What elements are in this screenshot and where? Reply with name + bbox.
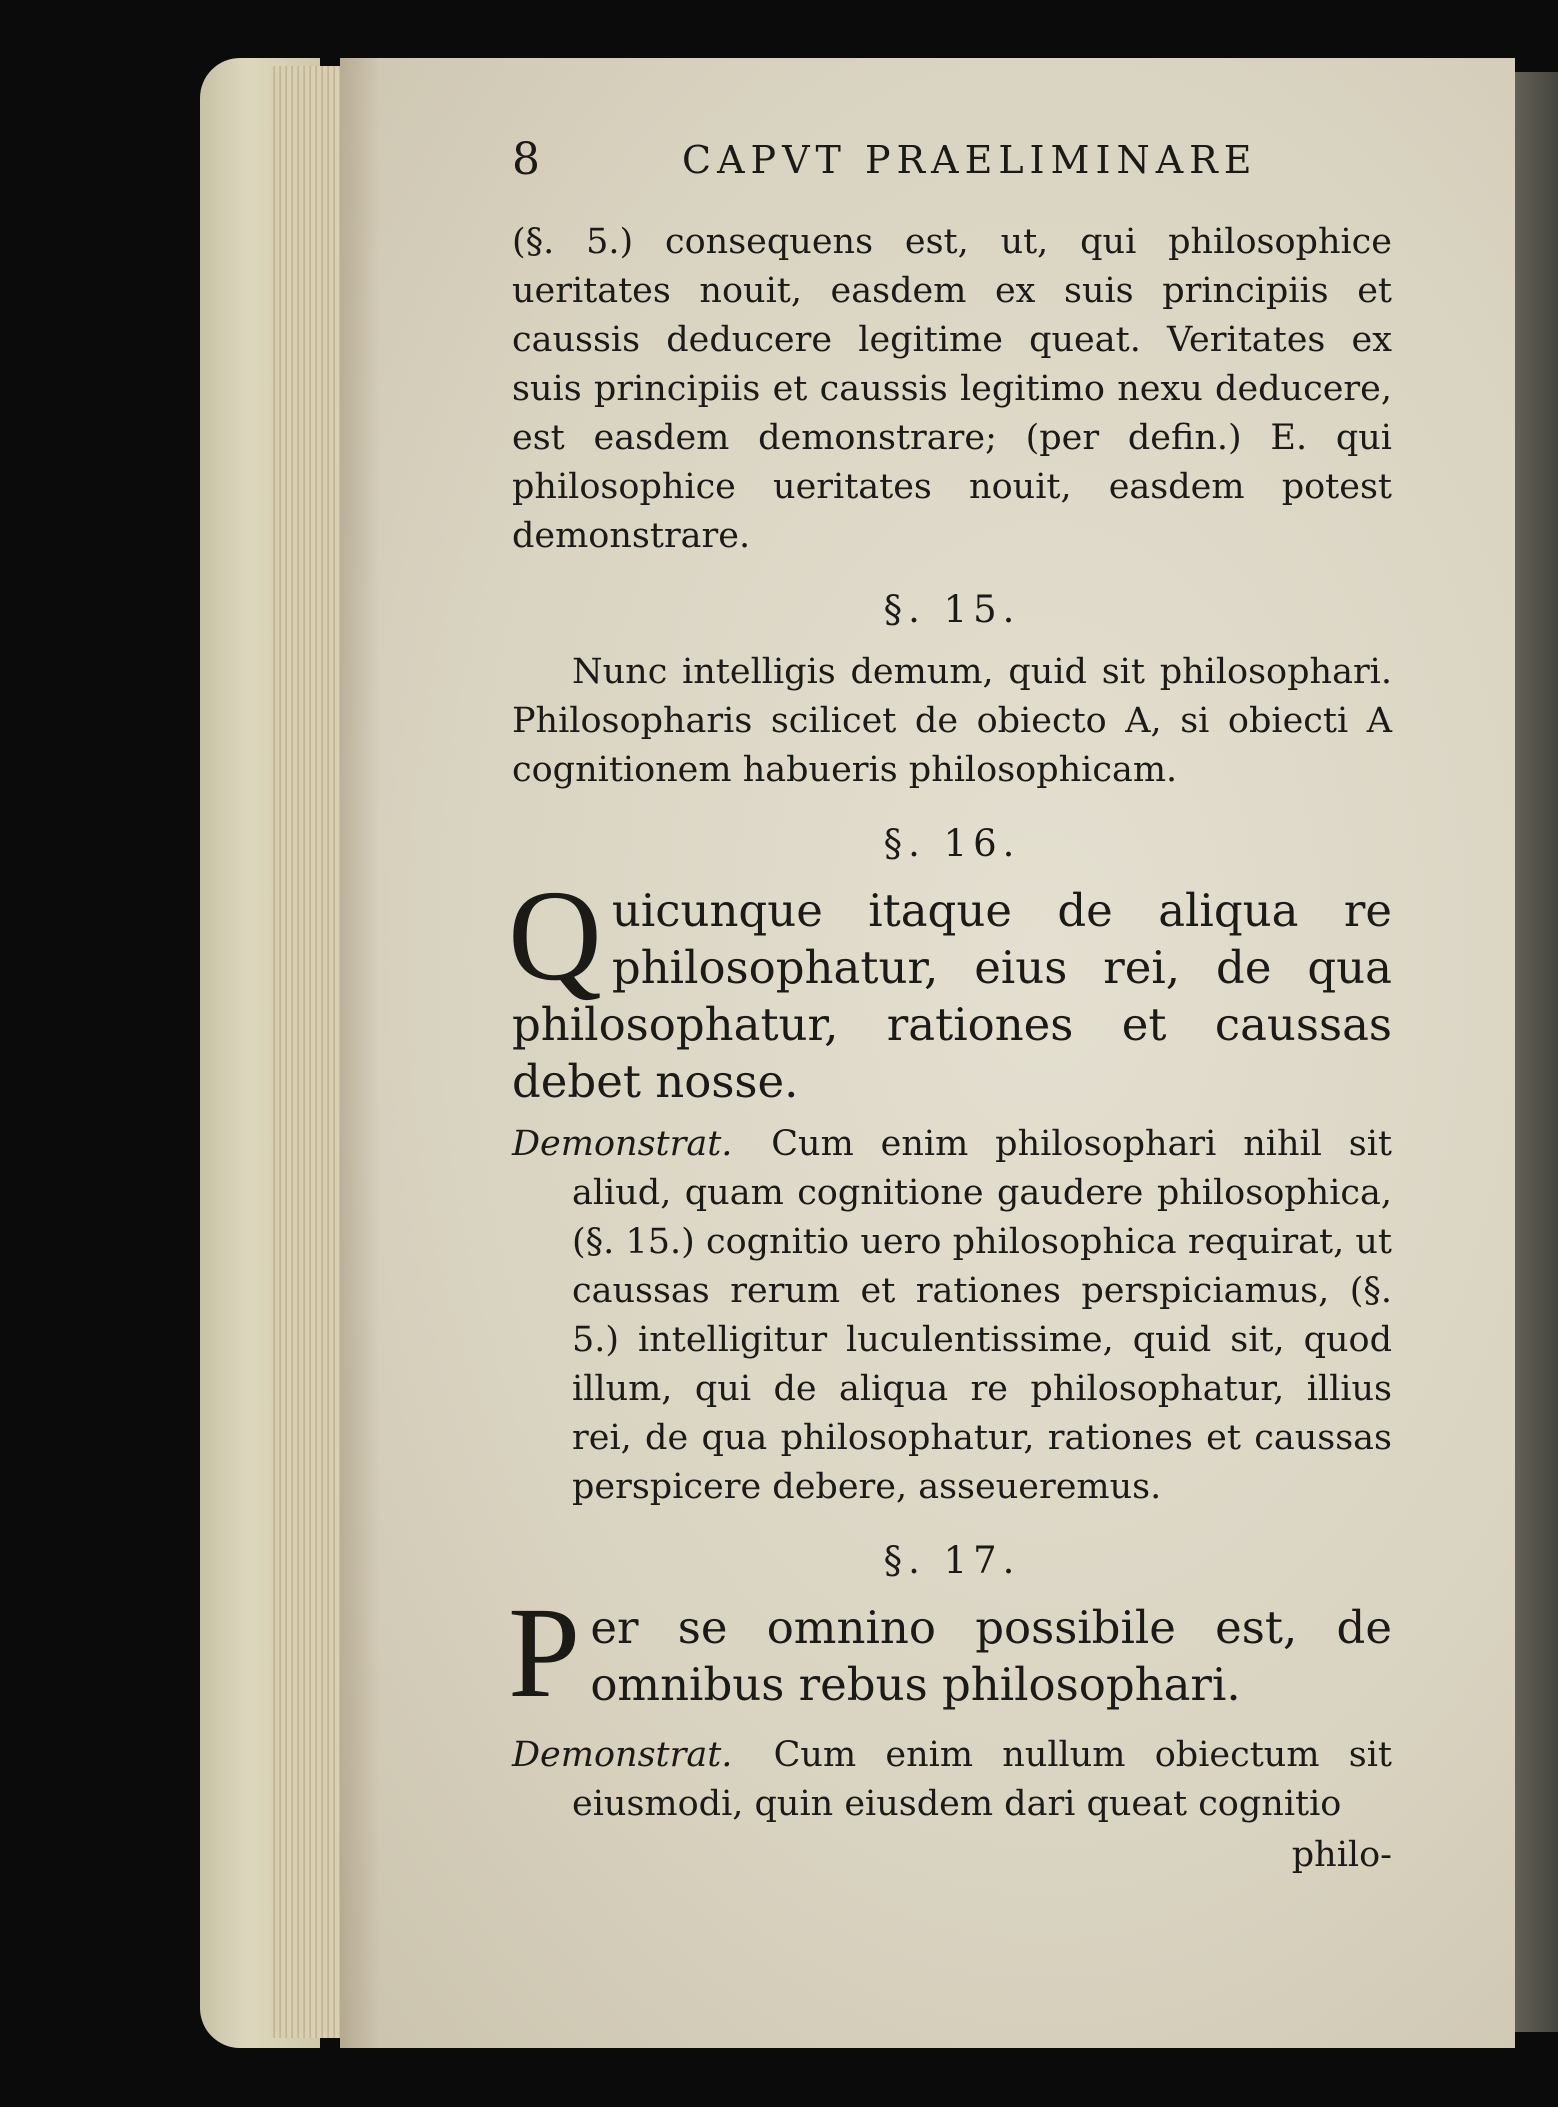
book-page xyxy=(340,58,1515,2048)
section-heading-15: §. 15. xyxy=(883,588,1021,631)
paragraph-continuation: (§. 5.) consequens est, ut, qui philosophice ueritates nouit, easdem ex suis principiis et caussis deducere legitime queat. Veritates ex suis principiis et caussis legitimo nexu deducere, est easdem demonstrare; (per defin.) E. qui philosophice ueritates nouit, easdem potest demonstrare. xyxy=(512,222,1392,556)
paragraph-15: Nunc intelligis demum, quid sit philosophari. Philosopharis scilicet de obiecto A, si obiecti A cognitionem habueris philosophicam. xyxy=(512,652,1392,790)
section-heading-16: §. 16. xyxy=(883,822,1021,865)
proposition-17-text: er se omnino possibile est, de omnibus rebus philosophari. xyxy=(590,1601,1392,1711)
demonstration-label: Demonstrat. xyxy=(512,1124,733,1164)
page-text xyxy=(508,218,1392,1880)
catchword: philo- xyxy=(1291,1835,1392,1875)
demonstration-16-text: Cum enim philosophari nihil sit aliud, quam cognitione gaudere philosophica, (§. 15.) cognitio uero philosophica requirat, ut caussas rerum et rationes perspiciamus, (§. 5.) intelligitur luculentissime, quid sit, quod illum, qui de aliqua re philosophatur, illius rei, de qua philosophatur, rationes et caussas perspicere debere, asseueremus. xyxy=(572,1124,1392,1507)
proposition-17 xyxy=(508,1581,1392,1725)
proposition-16-text: uicunque itaque de aliqua re philosophatur, eius rei, de qua philosophatur, rationes et caussas debet nosse. xyxy=(512,884,1392,1108)
proposition-16 xyxy=(508,864,1392,1110)
demonstration-label: Demonstrat. xyxy=(512,1735,733,1775)
demonstration-17-text: Cum enim nullum obiectum sit eiusmodi, quin eiusdem dari queat cognitio xyxy=(572,1735,1392,1824)
page-number: 8 xyxy=(512,134,540,185)
demonstration-17 xyxy=(512,1731,1392,1829)
page-edges xyxy=(270,66,350,2038)
page-header xyxy=(512,134,1512,194)
drop-cap-p: P xyxy=(508,1581,581,1725)
running-head: CAPVT PRAELIMINARE xyxy=(682,138,1258,182)
section-heading-17: §. 17. xyxy=(883,1539,1021,1582)
demonstration-16 xyxy=(512,1120,1392,1512)
drop-cap-q: Q xyxy=(508,864,602,1008)
